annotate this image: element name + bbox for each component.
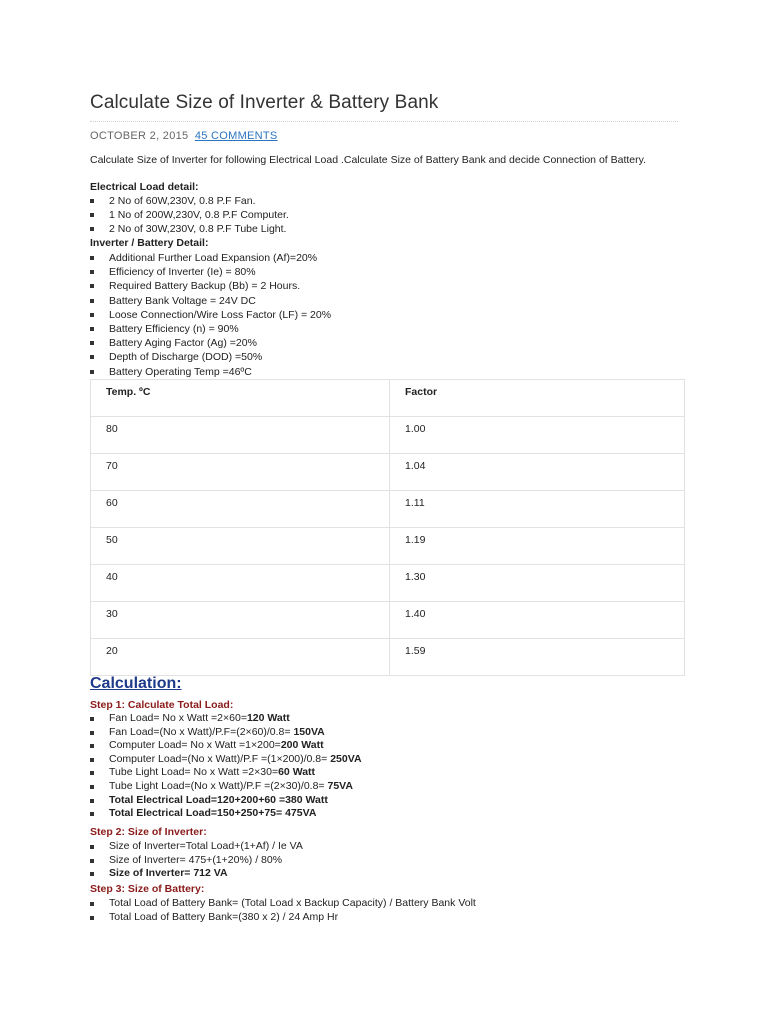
step2-list [90,840,303,881]
post-date: OCTOBER 2, 2015 [90,130,189,142]
inverter-battery-list [90,251,331,379]
table-header-row [91,380,685,417]
table-cell: 1.00 [390,417,685,454]
table-row [91,528,685,565]
table-row [91,491,685,528]
table-cell: 1.30 [390,565,685,602]
table-cell: 20 [91,639,390,676]
table-header-temp: Temp. ºC [91,380,390,417]
step1-heading: Step 1: Calculate Total Load: [90,699,234,711]
comments-link[interactable]: 45 COMMENTS [194,130,278,142]
step1-list [90,712,362,821]
list-item: Total Load of Battery Bank= (Total Load x Backup Capacity) / Battery Bank Volt [90,897,476,911]
list-item: Battery Bank Voltage = 24V DC [90,294,331,308]
step3-list [90,897,476,924]
table-cell: 70 [91,454,390,491]
intro-paragraph: Calculate Size of Inverter for following Electrical Load .Calculate Size of Battery Bank and decide Connection of Battery. [90,154,647,166]
table-cell: 80 [91,417,390,454]
table-row [91,454,685,491]
table-cell: 1.04 [390,454,685,491]
table-cell: 1.19 [390,528,685,565]
table-cell: 1.59 [390,639,685,676]
list-item: Total Load of Battery Bank=(380 x 2) / 24 Amp Hr [90,911,476,925]
table-cell: 1.11 [390,491,685,528]
list-item: Battery Operating Temp =46ºC [90,365,331,379]
list-item: Fan Load= No x Watt =2×60=120 Watt [90,712,362,726]
list-item: Total Electrical Load=150+250+75= 475VA [90,807,362,821]
list-item: Fan Load=(No x Watt)/P.F=(2×60)/0.8= 150VA [90,726,362,740]
list-item: Total Electrical Load=120+200+60 =380 Watt [90,794,362,808]
list-item: Battery Efficiency (n) = 90% [90,322,331,336]
list-item: Computer Load=(No x Watt)/P.F =(1×200)/0.8= 250VA [90,753,362,767]
list-item: Loose Connection/Wire Loss Factor (LF) = 20% [90,308,331,322]
list-item: Depth of Discharge (DOD) =50% [90,350,331,364]
title-divider [90,121,678,122]
list-item: 2 No of 60W,230V, 0.8 P.F Fan. [90,194,289,208]
table-row [91,417,685,454]
list-item: Tube Light Load=(No x Watt)/P.F =(2×30)/0.8= 75VA [90,780,362,794]
article-title: Calculate Size of Inverter & Battery Bank [90,92,439,113]
table-cell: 30 [91,602,390,639]
calculation-heading: Calculation: [90,675,182,692]
table-header-factor: Factor [390,380,685,417]
electrical-load-list [90,194,289,237]
list-item: Size of Inverter= 712 VA [90,867,303,881]
electrical-load-heading: Electrical Load detail: [90,181,199,193]
step2-heading: Step 2: Size of Inverter: [90,826,207,838]
list-item: Size of Inverter= 475+(1+20%) / 80% [90,854,303,868]
article-meta [90,130,278,142]
list-item: Efficiency of Inverter (Ie) = 80% [90,265,331,279]
table-row [91,639,685,676]
temperature-factor-table [90,379,685,676]
inverter-battery-heading: Inverter / Battery Detail: [90,237,209,249]
step3-heading: Step 3: Size of Battery: [90,883,205,895]
table-cell: 50 [91,528,390,565]
table-row [91,602,685,639]
list-item: 1 No of 200W,230V, 0.8 P.F Computer. [90,208,289,222]
list-item: Additional Further Load Expansion (Af)=20% [90,251,331,265]
list-item: Computer Load= No x Watt =1×200=200 Watt [90,739,362,753]
list-item: Size of Inverter=Total Load+(1+Af) / Ie VA [90,840,303,854]
table-cell: 40 [91,565,390,602]
table-row [91,565,685,602]
list-item: 2 No of 30W,230V, 0.8 P.F Tube Light. [90,222,289,236]
table-cell: 60 [91,491,390,528]
list-item: Battery Aging Factor (Ag) =20% [90,336,331,350]
table-cell: 1.40 [390,602,685,639]
list-item: Required Battery Backup (Bb) = 2 Hours. [90,279,331,293]
list-item: Tube Light Load= No x Watt =2×30=60 Watt [90,766,362,780]
